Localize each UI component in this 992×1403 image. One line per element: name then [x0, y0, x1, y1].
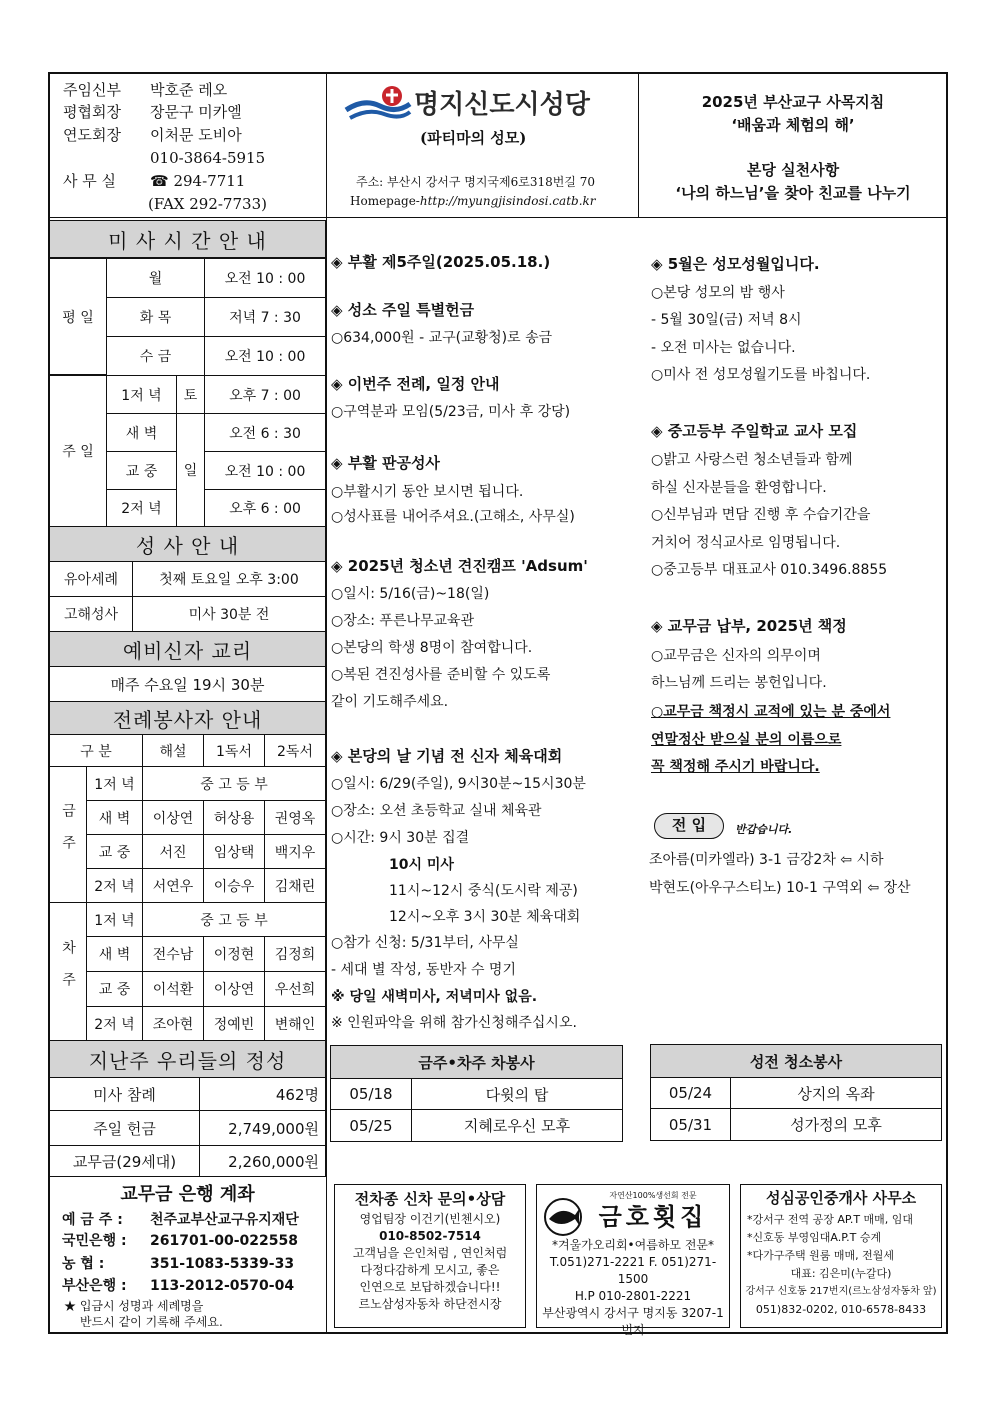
vehicle-team: 다윗의 탑	[411, 1078, 623, 1110]
notice-line: ○참가 신청: 5/31부터, 사무실	[331, 935, 519, 951]
sacrament-value: 첫째 토요일 오후 3:00	[132, 561, 326, 597]
server-name: 정예빈	[203, 1006, 265, 1041]
staff-label: 연도회장	[63, 126, 121, 144]
realty-ad-line: 051)832-0202, 010-6578-8433	[755, 1303, 927, 1316]
server-name: 변해인	[264, 1006, 326, 1041]
server-mass: 새 벽	[86, 800, 143, 835]
notice-line: 거치어 정식교사로 임명됩니다.	[651, 535, 841, 551]
offering-value: 2,749,000원	[199, 1110, 326, 1146]
car-ad-line: 고객님을 은인처럼 , 연인처럼	[352, 1246, 508, 1260]
bank-note: 반드시 같이 기록해 주세요.	[80, 1315, 223, 1329]
offering-label: 교무금(29세대)	[49, 1145, 200, 1177]
notice-highlight: ○교무금 책정시 교적에 있는 분 중에서	[651, 704, 891, 720]
notice-line: ○부활시기 동안 보시면 됩니다.	[331, 484, 524, 500]
staff-value: 이처문 도비아	[150, 126, 242, 144]
bank-value: 261701-00-022558	[150, 1233, 298, 1249]
car-ad-phone: 010-8502-7514	[379, 1229, 481, 1243]
car-ad-title: 전차종 신차 문의•상담	[354, 1190, 506, 1208]
servers-header: 2독서	[264, 734, 326, 767]
newcomer-welcome: 반갑습니다.	[735, 823, 793, 836]
server-name: 전수남	[142, 936, 204, 972]
restaurant-line: *겨울가오리회•여름하모 전문*	[552, 1238, 714, 1252]
car-ad	[334, 1184, 526, 1328]
staff-value: 장문구 미카엘	[150, 103, 242, 121]
notice-heading: ◈ 2025년 청소년 견진캠프 'Adsum'	[331, 557, 588, 575]
notice-line: ○장소: 오션 초등학교 실내 체육관	[331, 803, 542, 819]
realty-ad-line: 강서구 신호동 217번지(르노삼성자동차 앞)	[745, 1286, 937, 1297]
notice-line: ○일시: 5/16(금)~18(일)	[331, 586, 490, 602]
server-group: 중 고 등 부	[142, 902, 326, 937]
pastoral-guideline: 2025년 부산교구 사목지침	[701, 93, 885, 111]
offering-value: 2,260,000원	[199, 1145, 326, 1177]
notice-heading: ◈ 성소 주일 특별헌금	[331, 301, 475, 319]
bank-label: 부산은행 :	[62, 1278, 127, 1294]
sunday-label: 주 일	[49, 375, 107, 527]
left-column-divider	[326, 72, 327, 1334]
mass-day: 수 금	[106, 336, 205, 376]
church-name: 명지신도시성당	[414, 90, 590, 120]
sacrament-value: 미사 30분 전	[132, 596, 326, 632]
server-name: 이승우	[203, 868, 265, 903]
restaurant-line: 부산광역시 강서구 명지동 3207-1번지	[542, 1306, 724, 1337]
car-ad-line: 르노삼성자동차 하단전시장	[358, 1297, 502, 1311]
header-divider	[48, 217, 948, 218]
cleaning-team: 성가정의 모후	[730, 1108, 942, 1141]
car-ad-line: 다정다감하게 모시고, 좋은	[360, 1263, 500, 1277]
cleaning-team: 상지의 옥좌	[730, 1077, 942, 1109]
server-name: 이석환	[142, 971, 204, 1007]
staff-phone: 010-3864-5915	[150, 149, 266, 167]
staff-label: 평협회장	[63, 103, 121, 121]
staff-value: 박호준 레오	[150, 81, 228, 99]
notice-heading: ◈ 부활 제5주일(2025.05.18.)	[331, 253, 551, 271]
server-mass: 1저 녁	[86, 902, 143, 937]
server-mass: 교 중	[86, 971, 143, 1007]
church-address: 주소: 부산시 강서구 명지국제6로318번길 70	[356, 175, 595, 189]
notice-line: 하느님께 드리는 봉헌입니다.	[651, 675, 827, 691]
notice-line: 하실 신자분들을 환영합니다.	[651, 480, 827, 496]
mass-time: 오전 10 : 00	[204, 336, 326, 376]
mass-time: 오후 7 : 00	[204, 375, 326, 414]
staff-label: 주임신부	[63, 81, 121, 99]
notice-line: ○중고등부 대표교사 010.3496.8855	[651, 562, 888, 578]
restaurant-line: H.P 010-2801-2221	[574, 1289, 692, 1303]
server-name: 권영옥	[264, 800, 326, 835]
servers-header: 해설	[142, 734, 204, 767]
mass-day: 새 벽	[106, 413, 177, 452]
notice-line: 10시 미사	[389, 857, 454, 873]
car-ad-line: 인연으로 보답하겠습니다!!	[359, 1280, 501, 1294]
mass-day: 화 목	[106, 297, 205, 337]
header-right-divider	[638, 72, 639, 217]
church-logo	[344, 84, 412, 124]
newcomer-entry: 조아름(미카엘라) 3-1 금강2차 ⇦ 시하	[649, 852, 884, 868]
server-name: 이정현	[203, 936, 265, 972]
servers-header: 구 분	[49, 734, 143, 767]
bank-label: 농 협 :	[62, 1256, 105, 1272]
homepage	[350, 192, 596, 210]
offering-label: 주일 헌금	[49, 1110, 200, 1146]
vehicle-service-title: 금주•차주 차봉사	[330, 1045, 623, 1079]
notice-line: ※ 당일 새벽미사, 저녁미사 없음.	[331, 989, 538, 1005]
servers-title: 전례봉사자 안내	[49, 701, 326, 735]
server-mass: 교 중	[86, 834, 143, 869]
realty-ad-title: 성심공인중개사 사무소	[765, 1189, 917, 1207]
office-label: 사 무 실	[63, 172, 117, 190]
sacrament-title: 성 사 안 내	[49, 526, 326, 562]
bank-label: 예 금 주 :	[62, 1212, 123, 1228]
server-mass: 1저 녁	[86, 766, 143, 801]
server-name: 허상용	[203, 800, 265, 835]
sacrament-label: 유아세례	[49, 561, 133, 597]
server-name: 김정희	[264, 936, 326, 972]
office-phone: ☎ 294-7711	[150, 172, 246, 190]
notice-line: ※ 인원파악을 위해 참가신청해주십시오.	[331, 1015, 577, 1031]
church-subtitle: (파티마의 성모)	[420, 129, 527, 147]
bank-value: 113-2012-0570-04	[150, 1278, 295, 1294]
catechumen-schedule: 매주 수요일 19시 30분	[49, 666, 326, 702]
mass-time: 오전 10 : 00	[204, 258, 326, 298]
notice-line: ○복된 견진성사를 준비할 수 있도록	[331, 667, 551, 683]
realty-ad	[740, 1184, 942, 1328]
bank-label: 국민은행 :	[62, 1233, 127, 1249]
vehicle-date: 05/18	[330, 1078, 412, 1110]
mass-time: 오전 6 : 30	[204, 413, 326, 452]
cleaning-date: 05/24	[650, 1077, 731, 1109]
server-name: 서진	[142, 834, 204, 869]
newcomer-entry: 박현도(아우구스티노) 10-1 구역외 ⇦ 장산	[649, 880, 911, 896]
server-name: 조아현	[142, 1006, 204, 1041]
restaurant-name: 금호횟집	[598, 1203, 708, 1231]
mass-day: 교 중	[106, 451, 177, 490]
offering-label: 미사 참례	[49, 1077, 200, 1111]
server-name: 이상연	[142, 800, 204, 835]
car-ad-line: 영업팀장 이건기(빈첸시오)	[359, 1212, 501, 1226]
notice-line: ○시간: 9시 30분 집결	[331, 830, 470, 846]
notice-line: - 5월 30일(금) 저녁 8시	[651, 312, 802, 328]
server-mass: 새 벽	[86, 936, 143, 972]
server-mass: 2저 녁	[86, 1006, 143, 1041]
mass-time: 오후 6 : 00	[204, 489, 326, 527]
homepage-label: Homepage-	[350, 194, 420, 208]
next-week-label: 차주	[49, 902, 87, 1041]
notice-line: 11시~12시 중식(도시락 제공)	[389, 883, 578, 899]
notice-line: - 세대 별 작성, 동반자 수 명기	[331, 962, 516, 978]
catechumen-title: 예비신자 교리	[49, 631, 326, 667]
bank-value: 351-1083-5339-33	[150, 1256, 295, 1272]
server-name: 서연우	[142, 868, 204, 903]
notice-highlight: 연말정산 받으실 분의 이름으로	[651, 732, 842, 748]
sacrament-label: 고해성사	[49, 596, 133, 632]
mass-times-title: 미 사 시 간 안 내	[49, 220, 326, 258]
vehicle-team: 지혜로우신 모후	[411, 1109, 623, 1142]
offering-title: 지난주 우리들의 정성	[49, 1040, 326, 1078]
notice-line: ○신부님과 면담 진행 후 수습기간을	[651, 507, 871, 523]
notice-line: ○교무금은 신자의 의무이며	[651, 648, 821, 664]
restaurant-tag: 자연산100%생선회 전문	[609, 1191, 697, 1200]
realty-ad-line: *강서구 전역 공장 AP.T 매매, 임대	[747, 1213, 914, 1226]
server-name: 백지우	[264, 834, 326, 869]
pastoral-theme: ‘배움과 체험의 해’	[731, 116, 855, 134]
notice-line: ○본당 성모의 밤 행사	[651, 285, 785, 301]
notice-heading: ◈ 이번주 전례, 일정 안내	[331, 375, 500, 393]
notice-highlight: 꼭 책정해 주시기 바랍니다.	[651, 759, 820, 775]
server-name: 우선희	[264, 971, 326, 1007]
notice-line: ○미사 전 성모성월기도를 바칩니다.	[651, 367, 871, 383]
server-name: 이상연	[203, 971, 265, 1007]
notice-line: ○밝고 사랑스런 청소년들과 함께	[651, 452, 853, 468]
mass-day: 월	[106, 258, 205, 298]
notice-line: ○구역분과 모임(5/23금, 미사 후 강당)	[331, 404, 571, 420]
mass-day: 2저 녁	[106, 489, 177, 527]
notice-heading: ◈ 교무금 납부, 2025년 책정	[651, 617, 847, 635]
realty-ad-line: *신호동 부영임대A.P.T 승계	[747, 1231, 882, 1244]
bank-value: 천주교부산교구유지재단	[150, 1212, 299, 1228]
server-name: 김채린	[264, 868, 326, 903]
this-week-label: 금주	[49, 766, 87, 903]
notice-line: 12시~오후 3시 30분 체육대회	[389, 909, 581, 925]
practice-text: ‘나의 하느님’을 찾아 친교를 나누기	[675, 184, 911, 202]
bank-title: 교무금 은행 계좌	[120, 1184, 255, 1205]
mass-saturday: 토	[176, 375, 205, 414]
notice-line: ○일시: 6/29(주일), 9시30분~15시30분	[331, 776, 586, 792]
realty-ad-line: *다가구주택 원룸 매매, 전월세	[747, 1249, 894, 1262]
notice-line: ○634,000원 - 교구(교황청)로 송금	[331, 330, 553, 346]
office-fax: (FAX 292-7733)	[148, 195, 267, 213]
vehicle-date: 05/25	[330, 1109, 412, 1142]
cleaning-service-title: 성전 청소봉사	[650, 1044, 942, 1078]
fish-logo	[543, 1197, 583, 1237]
notice-heading: ◈ 중고등부 주일학교 교사 모집	[651, 422, 858, 440]
mass-sunday: 일	[176, 413, 205, 527]
homepage-link[interactable]: http://myungjisindosi.catb.kr	[419, 194, 596, 208]
offering-value: 462명	[199, 1077, 326, 1111]
notice-line: - 오전 미사는 없습니다.	[651, 340, 796, 356]
servers-header: 1독서	[203, 734, 265, 767]
notice-heading: ◈ 5월은 성모성월입니다.	[651, 255, 820, 273]
newcomer-badge: 전 입	[654, 813, 724, 839]
mass-day: 1저 녁	[106, 375, 177, 414]
notice-line: ○성사표를 내어주셔요.(고해소, 사무실)	[331, 509, 575, 525]
cleaning-date: 05/31	[650, 1108, 731, 1141]
restaurant-ad	[536, 1184, 730, 1337]
mass-time: 오전 10 : 00	[204, 451, 326, 490]
notice-line: ○본당의 학생 8명이 참여합니다.	[331, 640, 533, 656]
realty-ad-line: 대표: 김은미(누갈다)	[790, 1267, 892, 1280]
mass-time: 저녁 7 : 30	[204, 297, 326, 337]
weekday-label: 평 일	[49, 258, 107, 375]
notice-heading: ◈ 본당의 날 기념 전 신자 체육대회	[331, 747, 563, 765]
notice-line: ○장소: 푸른나무교육관	[331, 613, 475, 629]
server-name: 임상택	[203, 834, 265, 869]
server-mass: 2저 녁	[86, 868, 143, 903]
bank-note: ★ 입금시 성명과 세례명을	[64, 1299, 204, 1313]
server-group: 중 고 등 부	[142, 766, 326, 801]
restaurant-line: T.051)271-2221 F. 051)271-1500	[549, 1255, 717, 1286]
notice-heading: ◈ 부활 판공성사	[331, 454, 440, 472]
practice-title: 본당 실천사항	[746, 161, 840, 179]
notice-line: 같이 기도해주세요.	[331, 694, 449, 710]
